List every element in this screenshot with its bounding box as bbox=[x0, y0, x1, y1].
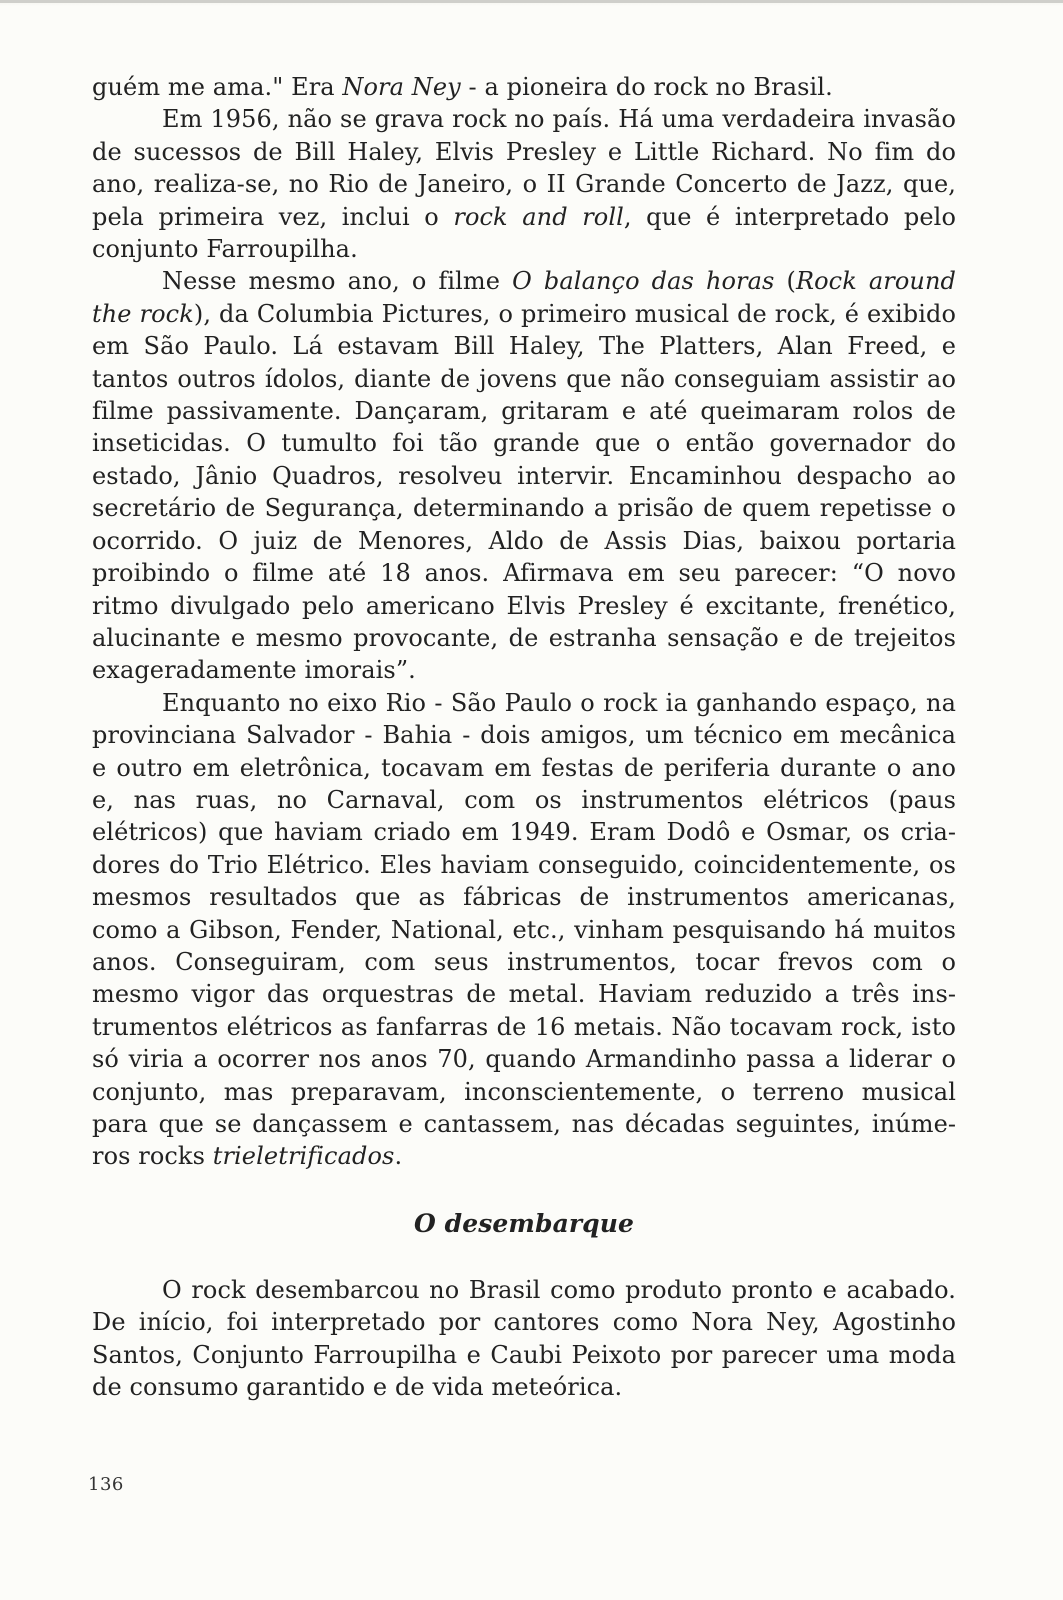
paragraph bbox=[92, 687, 956, 1173]
text-run: Em 1956, não se grava rock no país. Há uma verdadeira invasão de sucessos de Bill Haley, Elvis Presley e Little Richard. No fim do ano, realiza-se, no Rio de Janeiro, o II Grande Concerto de Jazz, que, pela primeira vez, inclui o bbox=[92, 105, 956, 231]
italic-text: trieletrificados bbox=[212, 1142, 395, 1171]
text-run: - a pioneira do rock no Brasil. bbox=[460, 73, 833, 101]
text-run: guém me ama." Era bbox=[92, 73, 343, 101]
text-run: O rock desembarcou no Brasil como produto pronto e acabado. De início, foi interpretado por cantores como Nora Ney, Agostinho Santos, Conjunto Farroupilha e Caubi Peixoto por parecer uma moda de consumo garantido e de vida meteórica. bbox=[92, 1275, 956, 1402]
scan-edge bbox=[0, 0, 1063, 3]
section-title: O desembarque bbox=[413, 1208, 634, 1238]
text-run: Enquanto no eixo Rio - São Paulo o rock ia ganhando espaço, na provinciana Salvador - Bahia - dois amigos, um técnico em mecânica e outro em eletrônica, tocavam em festas de periferia durante o ano e, nas ruas, no Carnaval, com os instrumentos elétricos (paus elétricos) que haviam criado em 1949. Eram Dodô e Osmar, os criadores do Trio Elétrico. Eles haviam conseguido, coincidentemente, os mesmos resultados que as fábricas de instrumentos americanas, como a Gibson, Fender, National, etc., vinham pesquisando há muitos anos. Conseguiram, com seus instrumentos, tocar frevos com o mesmo vigor das orquestras de metal. Haviam reduzido a três instrumentos elétricos as fanfarras de 16 metais. Não tocavam rock, isto só viria a ocorrer nos anos 70, quando Armandinho passa a liderar o conjunto, mas preparavam, inconscientemente, o terreno musical para que se dançassem e cantassem, nas décadas seguintes, inúmeros rocks bbox=[92, 688, 956, 1171]
italic-text: Rock around the rock bbox=[92, 267, 956, 328]
text-run: ), da Columbia Pictures, o primeiro musical de rock, é exibido em São Paulo. Lá estavam Bill Haley, The Platters, Alan Freed, e tantos outros ídolos, diante de jovens que não conseguiam assistir ao filme passivamente. Dançaram, gritaram e até queimaram rolos de inseticidas. O tumulto foi tão grande que o então governador do estado, Jânio Quadros, resolveu intervir. Encaminhou despacho ao secretário de Segurança, determinando a prisão de quem repetisse o ocorrido. O juiz de Menores, Aldo de Assis Dias, baixou portaria proibindo o filme até 18 anos. Afirmava em seu parecer: “O novo ritmo divulgado pelo americano Elvis Presley é excitante, frenético, alucinante e mesmo provocante, de estranha sensação e de trejeitos exageradamente imorais”. bbox=[92, 299, 957, 685]
page-number: 136 bbox=[88, 1474, 124, 1495]
paragraph bbox=[92, 1274, 956, 1404]
text-run: , que é interpretado pelo conjunto Farroupilha. bbox=[92, 202, 956, 264]
body-text bbox=[92, 71, 956, 1403]
text-run: Nesse mesmo ano, o filme bbox=[162, 267, 513, 296]
paragraph bbox=[92, 265, 956, 686]
paragraph bbox=[92, 103, 956, 265]
text-after-section bbox=[92, 1274, 956, 1404]
italic-text: O balanço das horas bbox=[512, 267, 775, 296]
italic-text: Nora Ney bbox=[342, 73, 461, 101]
text-run: ( bbox=[774, 267, 796, 296]
paragraph bbox=[92, 71, 956, 103]
text-run: . bbox=[394, 1142, 403, 1171]
italic-text: rock and roll bbox=[453, 202, 624, 231]
text-before-section bbox=[92, 71, 956, 1173]
